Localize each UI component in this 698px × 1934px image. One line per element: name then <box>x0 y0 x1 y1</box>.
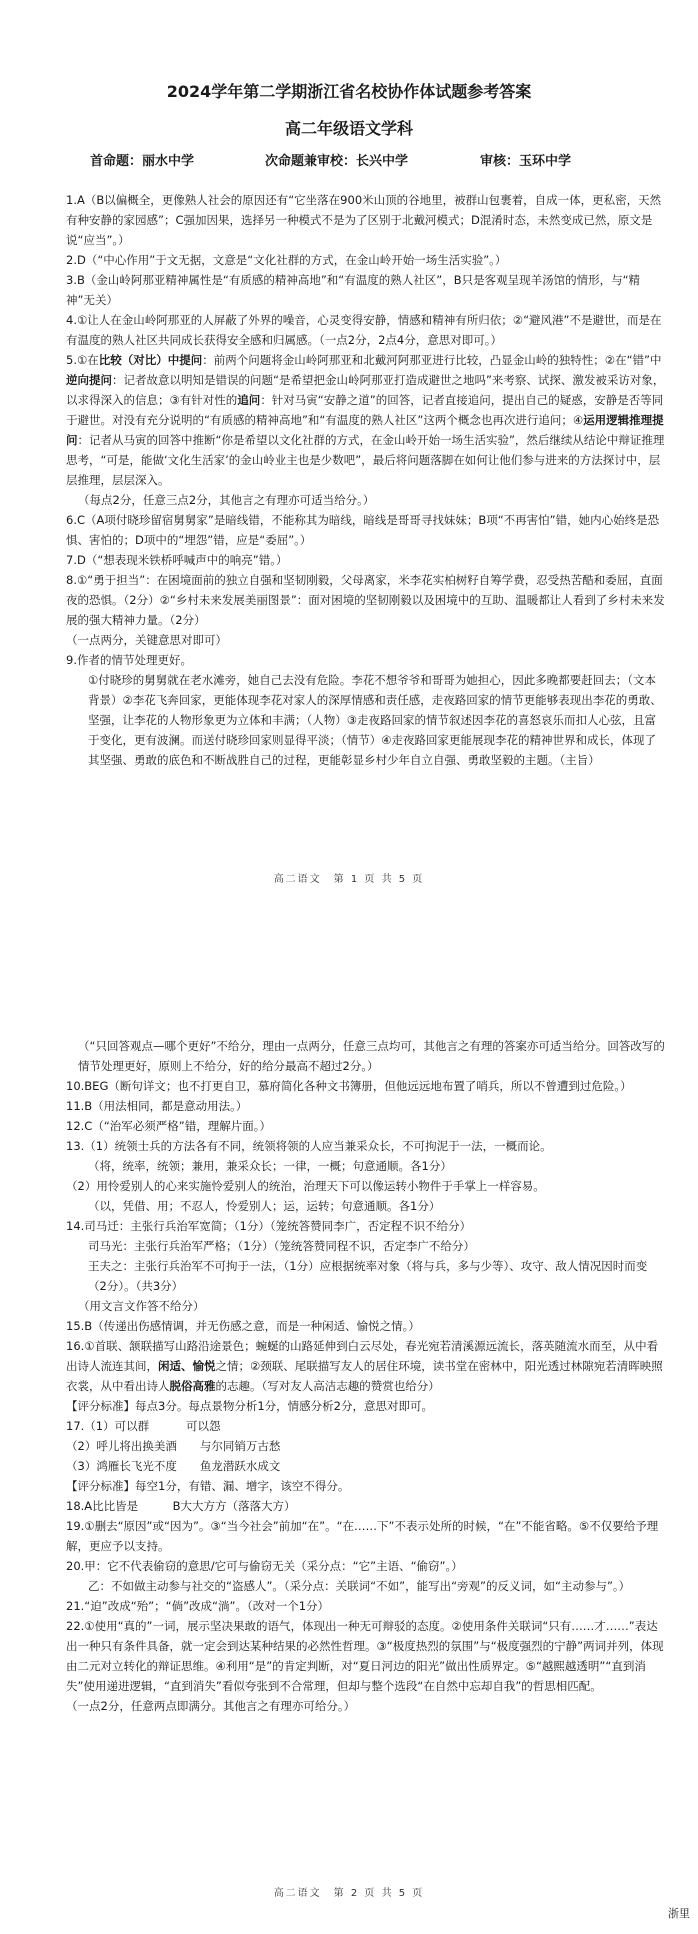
answer-13-1-note: （将，统率，统领；兼用，兼采众长；一律，一概；句意通顺。各1分） <box>88 1159 452 1173</box>
answer-17-1-b: 可以怨 <box>186 1419 221 1433</box>
answer-2: 2.D（“中心作用”于文无据，文意是“文化社群的方式，在金山岭开始一场生活实验”。） <box>66 253 507 267</box>
answer-5-text-1: ：前两个问题将金山岭阿那亚和北戴河阿那亚进行比较，凸显金山岭的独特性；②在“错”中 <box>202 353 662 367</box>
answer-14-a: 14.司马迁：主张行兵治军宽简；（1分）（笼统答赞同李广，否定程不识不给分） <box>66 1219 472 1233</box>
answer-21: 21.“迫”改成“殆”；“倘”改成“淌”。（改对一个1分） <box>66 1599 330 1613</box>
author-first: 首命题：丽水中学 <box>90 154 195 169</box>
answer-14-c: 王夫之：主张行兵治军不可拘于一法，（1分）应根据统率对象（将与兵，多与少等）、攻守、敌人情况因时而变（2分）。（共3分） <box>88 1259 648 1293</box>
answer-5-label-followup: 追问 <box>237 393 261 407</box>
document-title: 2024学年第二学期浙江省名校协作体试题参考答案 <box>166 82 532 101</box>
answer-16-text-e: 的志趣。（写对友人高洁志趣的赞赏也给分） <box>215 1379 440 1393</box>
answer-15: 15.B（传递出伤感情调，并无伤感之意，而是一种闲适、愉悦之情。） <box>66 1319 420 1333</box>
answer-20-a: 20.甲：它不代表偷窃的意思/它可与偷窃无关（采分点：“它”主语、“偷窃”。） <box>66 1559 463 1573</box>
answer-9-note: （“只回答观点—哪个更好”不给分，理由一点两分，任意三点均可，其他言之有理的答案亦可适当给分。回答改写的情节处理更好，原则上不给分，好的给分最高不超过2分。） <box>78 1039 665 1073</box>
answer-22-note: （一点2分，任意两点即满分。其他言之有理亦可给分。） <box>66 1699 356 1713</box>
answer-17-1-a: 17.（1）可以群 <box>66 1419 150 1433</box>
answer-7: 7.D（“想表现米铁桥呼喊声中的响亮”错。） <box>66 553 288 567</box>
answer-20-b: 乙：不如做主动参与社交的“盗感人”。（采分点：关联词“不如”，能写出“旁观”的反义词，如“主动参与”。） <box>88 1579 631 1593</box>
answer-5-label-compare: 比较（对比）中提问 <box>98 353 203 367</box>
answer-13-2-note: （以，凭借、用；不忍人，怜爱别人；运，运转；句意通顺。各1分） <box>88 1199 441 1213</box>
document-subtitle: 高二年级语文学科 <box>284 119 413 138</box>
answer-8-note: （一点两分，关键意思对即可） <box>66 633 227 647</box>
answer-5-text-3: ：针对马寅“安静之道”的回答，记者直接追问，提出自己的疑惑，安静是否等同于避世。对没有充分说明的“有质感的精神高地”和“有温度的熟人社区”这两个概念也再次进行追问；④ <box>66 393 664 427</box>
answer-4: 4.①让人在金山岭阿那亚的人屏蔽了外界的噪音，心灵变得安静，情感和精神有所归依；②“避风港”不是避世，而是在有温度的熟人社区共同成长获得安全感和归属感。（一点2分，2点4分，意思对即可。） <box>66 313 662 347</box>
answer-5-note: （每点2分，任意三点2分，其他言之有理亦可适当给分。） <box>78 493 375 507</box>
answer-8: 8.①“勇于担当”：在困境面前的独立自强和坚韧刚毅，父母离家，米李花实柏树籽自筹学费，忍受热苦酷和委屈，直面夜的恐惧。（2分）②“乡村未来发展美丽图景”：面对困境的坚韧刚毅以及困境中的互助、温暖都让人看到了乡村未来发展的强大精神力量。（2分） <box>66 573 665 627</box>
answer-16-bold-b: 脱俗高雅 <box>169 1379 216 1393</box>
answer-14-b: 司马光：主张行兵治军严格；（1分）（笼统答赞同程不识，否定李广不给分） <box>88 1239 475 1253</box>
answer-9-body: ①付晓珍的舅舅就在老水滩旁，她自己去没有危险。李花不想爷爷和哥哥为她担心，因此多晚都要赶回去；（文本背景）②李花飞奔回家，更能体现李花对家人的深厚情感和责任感，走夜路回家的情节更能够表现出李花的勇敢、坚强，让李花的人物形象更为立体和丰满；（人物）③走夜路回家的情节叙述因李花的喜怒哀乐而扣人心弦，且富于变化，更有波澜。而送付晓珍回家则显得平淡；（情节）④走夜路回家更能展现李花的精神世界和成长，体现了其坚强、勇敢的底色和不断战胜自己的过程，更能彰显乡村少年自立自强、勇敢坚毅的主题。（主旨） <box>88 673 662 767</box>
author-second: 次命题兼审校：长兴中学 <box>265 154 409 169</box>
answer-22: 22.①使用“真的”一词，展示坚决果敢的语气，体现出一种无可辩驳的态度。②使用条件关联词“只有……才……”表达出一种只有条件具备，就一定会到达某种结果的必然性哲理。③“极度热烈的氛围”与“极度强烈的宁静”两词并列，体现由二元对立转化的辩证思维。④利用“是”的肯定判断，对“夏日河边的阳光”做出性质界定。⑤“越熙越透明”“直到消失”使用递进逻辑，“直到消失”看似夸张到不合常理，但却与整个选段“在自然中忘却自我”的哲思相匹配。 <box>66 1619 664 1693</box>
answer-10: 10.BEG（断句详文；也不打更自卫，慕府简化各种文书簿册，但他远远地布置了哨兵，所以不曾遭到过危险。） <box>66 1079 632 1093</box>
answer-16-text-c: 之情；②颈联、尾联描写友人的居住环境，读书堂在密林中，阳光透过林隙宛若清晖映照衣裳，从中看出诗人 <box>66 1359 663 1393</box>
answer-13-1: 13.（1）统领士兵的方法各有不同，统领将领的人应当兼采众长，不可拘泥于一法，一概而论。 <box>66 1139 552 1153</box>
page-one <box>0 0 698 900</box>
page-footer-1: 高二语文 第 1 页 共 5 页 <box>273 874 425 885</box>
answer-1: 1.A（B以偏概全，更像熟人社会的原因还有“它坐落在900米山顶的谷地里，被群山包裹着，自成一体，更私密，天然有种安静的家园感”；C强加因果，选择另一种模式不是为了区别于北戴河模式；D混淆时态，未然变成已然，原文是说“应当”。） <box>66 193 662 247</box>
answer-16-bold-a: 闲适、愉悦 <box>158 1359 216 1373</box>
answer-9-head: 9.作者的情节处理更好。 <box>66 653 192 667</box>
answers-part-one <box>66 190 666 770</box>
page-footer-2: 高二语文 第 2 页 共 5 页 <box>273 1888 425 1899</box>
answer-17-3: （3）鸿雁长飞光不度 鱼龙潜跃水成文 <box>66 1459 281 1473</box>
answer-11: 11.B（用法相同，都是意动用法。） <box>66 1099 248 1113</box>
answer-6: 6.C（A项付晓珍留宿舅舅家”是暗线错，不能称其为暗线，暗线是哥哥寻找妹妹；B项“不再害怕”错，她内心始终是恐惧、害怕的；D项中的“埋怨”错，应是“委屈”。） <box>66 513 660 547</box>
answer-16-note: 【评分标准】每点3分。每点景物分析1分，情感分析2分，意思对即可。 <box>66 1399 433 1413</box>
answer-5-prefix: 5.①在 <box>66 353 99 367</box>
answers-part-two <box>66 1036 666 1716</box>
answer-3: 3.B（金山岭阿那亚精神属性是“有质感的精神高地”和“有温度的熟人社区”，B只是客观呈现羊汤馆的情形，与“精神”无关） <box>66 273 641 307</box>
answer-17-note: 【评分标准】每空1分，有错、漏、增字，该空不得分。 <box>66 1479 350 1493</box>
answer-12: 12.C（“治军必须严格”错，理解片面。） <box>66 1119 271 1133</box>
answer-5-label-reverse: 逆向提问 <box>66 373 112 387</box>
answer-17-2: （2）呼儿将出换美酒 与尔同销万古愁 <box>66 1439 281 1453</box>
answer-18: 18.A比比皆是 B大大方方（落落大方） <box>66 1499 296 1513</box>
answer-13-2: （2）用怜爱别人的心来实施怜爱别人的统治，治理天下可以像运转小物件于手掌上一样容易。 <box>66 1179 545 1193</box>
answer-17-1 <box>66 1416 666 1436</box>
answer-16-text-a: 16.①首联、颔联描写山路沿途景色；蜿蜒的山路延伸到白云尽处，春光宛若清溪源远流长，落英随流水而至，从中看出诗人流连其间， <box>66 1339 659 1373</box>
answer-14-d: （用文言文作答不给分） <box>78 1299 205 1313</box>
answer-5 <box>66 350 666 490</box>
answer-5-text-4: ：记者从马寅的回答中推断“你是希望以文化社群的方式，在金山岭开始一场生活实验”，然后继续从结论中辩证推理思考，“可是，能做‘文化生活家’的金山岭业主也是少数吧”，最后将问题落脚在如何让他们参与进来的方法探讨中，层层推理，层层深入。 <box>66 433 665 487</box>
edge-watermark-text: 浙里 <box>668 1907 690 1920</box>
answer-5-label-logic: 运用逻辑推理提问 <box>66 413 664 447</box>
answer-19: 19.①删去“原因”或“因为”。③“当今社会”前加“在”。“在……下”不表示处所的时候，“在”不能省略。⑤不仅要给予理解，更应予以支持。 <box>66 1519 659 1553</box>
answer-5-text-2: ：记者故意以明知是错误的问题“是希望把金山岭阿那亚打造成避世之地吗”来考察、试探、激发被采访对象，以求得深入的信息；③有针对性的 <box>66 373 665 407</box>
author-third: 审核：玉环中学 <box>480 154 572 169</box>
answer-16 <box>66 1336 666 1396</box>
